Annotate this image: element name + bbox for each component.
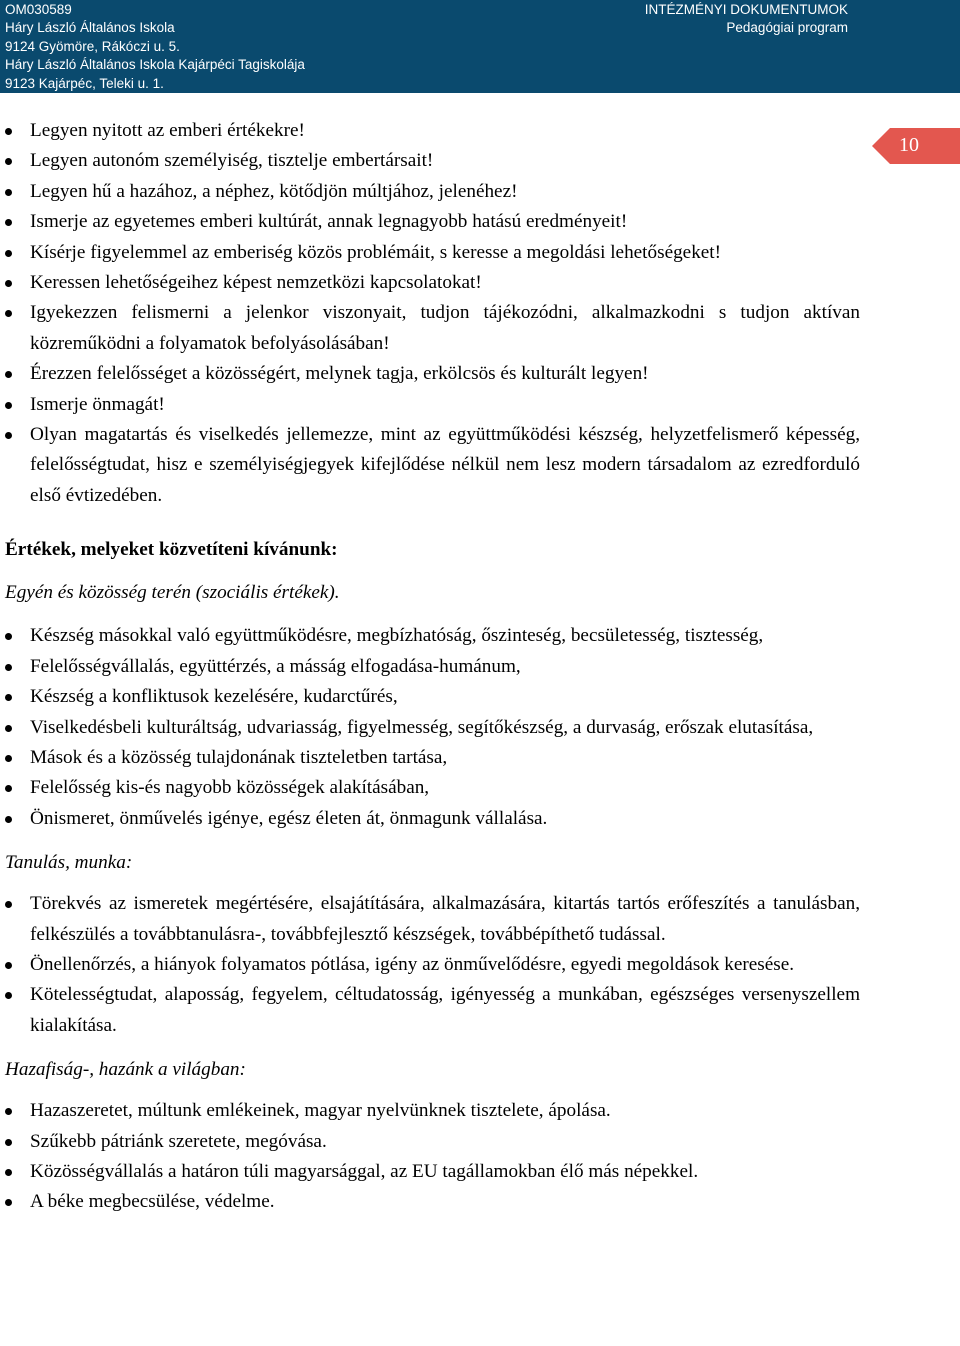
bullet-icon [5, 633, 12, 640]
school-address: 9124 Gyömöre, Rákóczi u. 5. [5, 38, 180, 54]
list-item: Felelősségvállalás, együttérzés, a másság elfogadása-humánum, [0, 652, 860, 682]
bullet-icon [5, 250, 12, 257]
patriotism-title: Hazafiság-, hazánk a világban: [5, 1059, 246, 1081]
bullet-icon [5, 371, 12, 378]
page-number-tab [872, 128, 960, 164]
list-item: Kötelességtudat, alaposság, fegyelem, céltudatosság, igényesség a munkában, egészséges versenyszellem kialakítása. [0, 980, 860, 1041]
bullet-icon [5, 1169, 12, 1176]
learning-list [0, 889, 860, 1041]
bullet-icon [5, 962, 12, 969]
bullet-icon [5, 1139, 12, 1146]
document-header [0, 0, 960, 93]
document-type [645, 1, 848, 38]
bullet-icon [5, 694, 12, 701]
school-name: Háry László Általános Iskola [5, 20, 175, 36]
bullet-icon [5, 219, 12, 226]
bullet-icon [5, 664, 12, 671]
bullet-icon [5, 128, 12, 135]
bullet-icon [5, 725, 12, 732]
list-item: Érezzen felelősséget a közösségért, melynek tagja, erkölcsös és kulturált legyen! [0, 359, 860, 389]
list-item: Igyekezzen felismerni a jelenkor viszonyait, tudjon tájékozódni, alkalmazkodni s tudjon aktívan közreműködni a folyamatok befolyásolásában! [0, 298, 860, 359]
bullet-icon [5, 158, 12, 165]
learning-title: Tanulás, munka: [5, 852, 133, 874]
bullet-icon [5, 901, 12, 908]
bullet-icon [5, 189, 12, 196]
list-item: Olyan magatartás és viselkedés jellemezze, mint az együttműködési készség, helyzetfelismerő képesség, felelősségtudat, hisz e személyiségjegyek kifejlődése nélkül nem lesz modern társadalom az ezredforduló első évtizedében. [0, 420, 860, 511]
document-title: Pedagógiai program [726, 20, 848, 36]
list-item: Törekvés az ismeretek megértésére, elsajátítására, alkalmazására, kitartás tartós erőfeszítés a tanulásban, felkészülés a továbbtanulásra-, továbbfejlesztő készségek, továbbépíthető tudással. [0, 889, 860, 950]
list-item: A béke megbecsülése, védelme. [0, 1187, 860, 1217]
branch-name: Háry László Általános Iskola Kajárpéci Tagiskolája [5, 57, 305, 73]
social-values-title: Egyén és közösség terén (szociális értékek). [5, 582, 340, 604]
document-category: INTÉZMÉNYI DOKUMENTUMOK [644, 2, 848, 17]
bullet-icon [5, 310, 12, 317]
list-item: Legyen nyitott az emberi értékekre! [0, 116, 860, 146]
branch-address: 9123 Kajárpéc, Teleki u. 1. [5, 75, 164, 91]
list-item: Keressen lehetőségeihez képest nemzetközi kapcsolatokat! [0, 268, 860, 298]
list-item: Hazaszeretet, múltunk emlékeinek, magyar nyelvünknek tisztelete, ápolása. [0, 1096, 860, 1126]
school-info [5, 1, 305, 93]
bullet-icon [5, 432, 12, 439]
list-item: Kísérje figyelemmel az emberiség közös problémáit, s keresse a megoldási lehetőségeket! [0, 238, 860, 268]
om-code: OM030589 [5, 2, 72, 17]
social-values-list [0, 621, 860, 834]
list-item: Felelősség kis-és nagyobb közösségek alakításában, [0, 773, 860, 803]
bullet-icon [5, 280, 12, 287]
bullet-icon [5, 755, 12, 762]
bullet-icon [5, 1199, 12, 1206]
list-item: Készség a konfliktusok kezelésére, kudarctűrés, [0, 682, 860, 712]
page-content [0, 116, 860, 1218]
bullet-icon [5, 402, 12, 409]
bullet-icon [5, 816, 12, 823]
list-item: Viselkedésbeli kulturáltság, udvariasság, figyelmesség, segítőkészség, a durvaság, erőszak elutasítása, [0, 713, 860, 743]
list-item: Készség másokkal való együttműködésre, megbízhatóság, őszinteség, becsületesség, tisztesség, [0, 621, 860, 651]
list-item: Ismerje önmagát! [0, 390, 860, 420]
list-item: Önismeret, önművelés igénye, egész életen át, önmagunk vállalása. [0, 804, 860, 834]
values-heading: Értékek, melyeket közvetíteni kívánunk: [5, 539, 338, 561]
page-number: 10 [899, 134, 919, 156]
patriotism-list [0, 1096, 860, 1218]
list-item: Legyen hű a hazához, a néphez, kötődjön múltjához, jelenéhez! [0, 177, 860, 207]
list-item: Legyen autonóm személyiség, tisztelje embertársait! [0, 146, 860, 176]
list-item: Közösségvállalás a határon túli magyarsággal, az EU tagállamokban élő más népekkel. [0, 1157, 860, 1187]
list-item: Mások és a közösség tulajdonának tiszteletben tartása, [0, 743, 860, 773]
bullet-icon [5, 1108, 12, 1115]
list-item: Önellenőrzés, a hiányok folyamatos pótlása, igény az önművelődésre, egyedi megoldások keresése. [0, 950, 860, 980]
goals-list [0, 116, 860, 511]
bullet-icon [5, 785, 12, 792]
list-item: Ismerje az egyetemes emberi kultúrát, annak legnagyobb hatású eredményeit! [0, 207, 860, 237]
bullet-icon [5, 992, 12, 999]
list-item: Szűkebb pátriánk szeretete, megóvása. [0, 1127, 860, 1157]
